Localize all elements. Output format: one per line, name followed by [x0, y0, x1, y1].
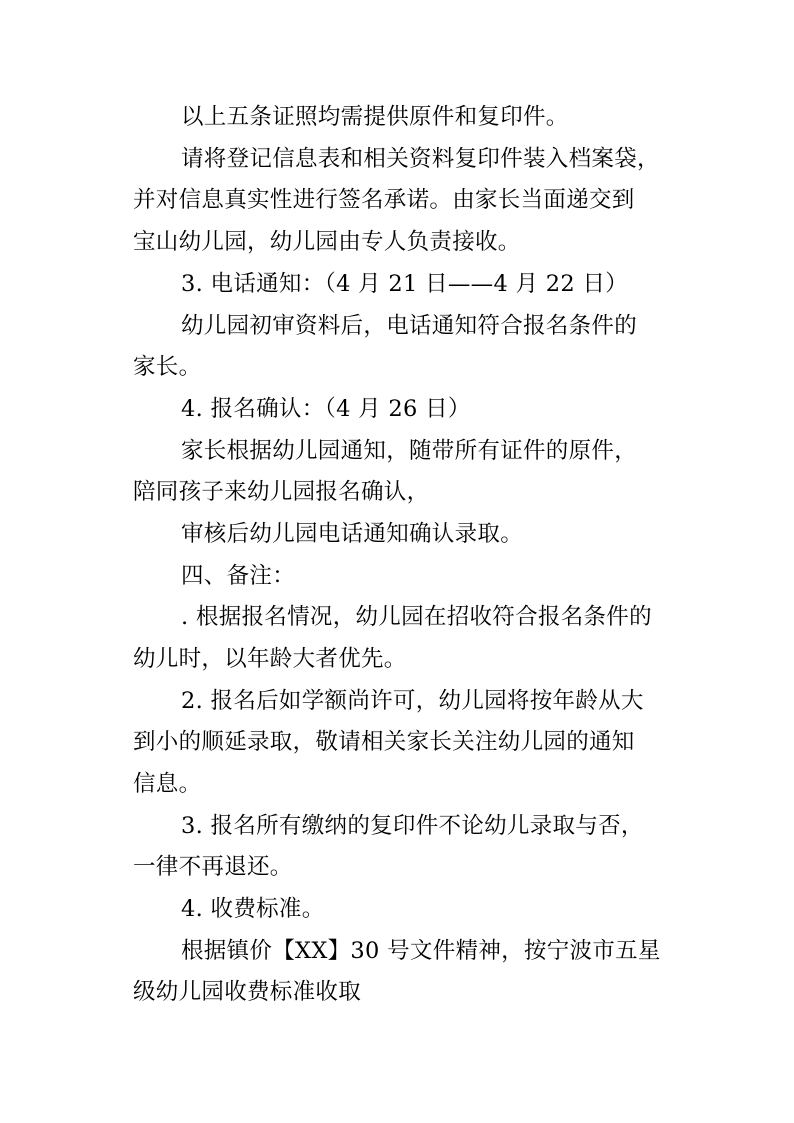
- section-heading: 四、备注：: [181, 563, 296, 589]
- section-heading: 3. 电话通知：（4 月 21 日——4 月 22 日）: [181, 271, 629, 297]
- section-heading: 4. 收费标准。: [181, 896, 325, 922]
- paragraph-line: 宝山幼儿园，幼儿园由专人负责接收。: [133, 229, 521, 255]
- paragraph-line: 请将登记信息表和相关资料复印件装入档案袋，: [181, 146, 660, 172]
- paragraph-line: 级幼儿园收费标准收取: [133, 979, 362, 1005]
- paragraph-line: 陪同孩子来幼儿园报名确认，: [133, 479, 430, 505]
- section-heading: 4. 报名确认：（4 月 26 日）: [181, 396, 471, 422]
- paragraph-line: 以上五条证照均需提供原件和复印件。: [181, 104, 569, 130]
- paragraph-line: 信息。: [133, 771, 202, 797]
- paragraph-line: 到小的顺延录取，敬请相关家长关注幼儿园的通知: [133, 729, 635, 755]
- paragraph-line: 家长根据幼儿园通知，随带所有证件的原件，: [181, 438, 638, 464]
- paragraph-line: . 根据报名情况，幼儿园在招收符合报名条件的: [181, 604, 652, 630]
- paragraph-line: 幼儿时，以年龄大者优先。: [133, 646, 407, 672]
- paragraph-line: 根据镇价【XX】30 号文件精神，按宁波市五星: [181, 938, 661, 964]
- paragraph-line: 3. 报名所有缴纳的复印件不论幼儿录取与否，: [181, 813, 644, 839]
- paragraph-line: 2. 报名后如学额尚许可，幼儿园将按年龄从大: [181, 688, 644, 714]
- paragraph-line: 幼儿园初审资料后，电话通知符合报名条件的: [181, 313, 638, 339]
- paragraph-line: 一律不再退还。: [133, 854, 293, 880]
- paragraph-line: 家长。: [133, 354, 202, 380]
- paragraph-line: 并对信息真实性进行签名承诺。由家长当面递交到: [133, 187, 635, 213]
- paragraph-line: 审核后幼儿园电话通知确认录取。: [181, 521, 524, 547]
